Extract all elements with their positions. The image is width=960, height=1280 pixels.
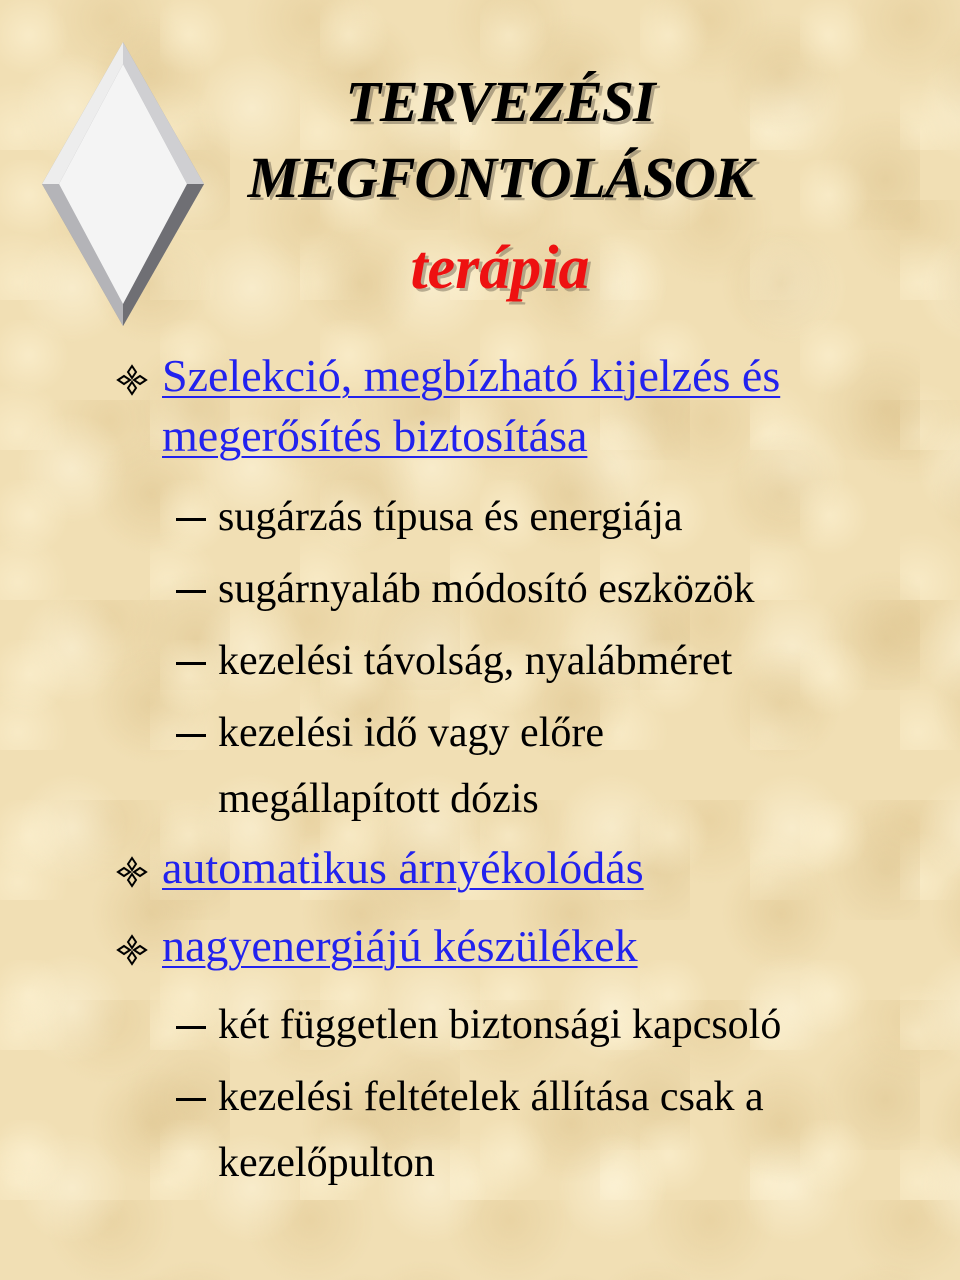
list-item-text: sugárnyaláb módosító eszközök (218, 566, 755, 612)
four-diamond-bullet-icon (116, 364, 148, 396)
page-title-line-1: TERVEZÉSI (345, 69, 655, 134)
dash-icon (176, 518, 206, 521)
dash-icon (176, 734, 206, 737)
dash-icon (176, 1026, 206, 1029)
list-item-text: Szelekció, megbízható kijelzés és megerősítés biztosítása (162, 350, 781, 461)
list-item-text: nagyenergiájú készülékek (162, 920, 638, 971)
four-diamond-bullet-icon (116, 856, 148, 888)
list-item-text: kezelési feltételek állítása csak a kezelőpulton (218, 1074, 764, 1186)
dash-icon (176, 662, 206, 665)
list-item-text: kezelési távolság, nyalábméret (218, 638, 733, 684)
dash-icon (176, 590, 206, 593)
dash-icon (176, 1098, 206, 1101)
four-diamond-bullet-icon (116, 934, 148, 966)
list-item-text: automatikus árnyékolódás (162, 842, 644, 893)
list-item-text: sugárzás típusa és energiája (218, 494, 683, 540)
page-subtitle: terápia (410, 234, 590, 302)
page-title-line-2: MEGFONTOLÁSOK (247, 145, 753, 210)
list-item-text: két független biztonsági kapcsoló (218, 1002, 782, 1048)
list-item-text: kezelési idő vagy előre megállapított dózis (218, 710, 604, 822)
